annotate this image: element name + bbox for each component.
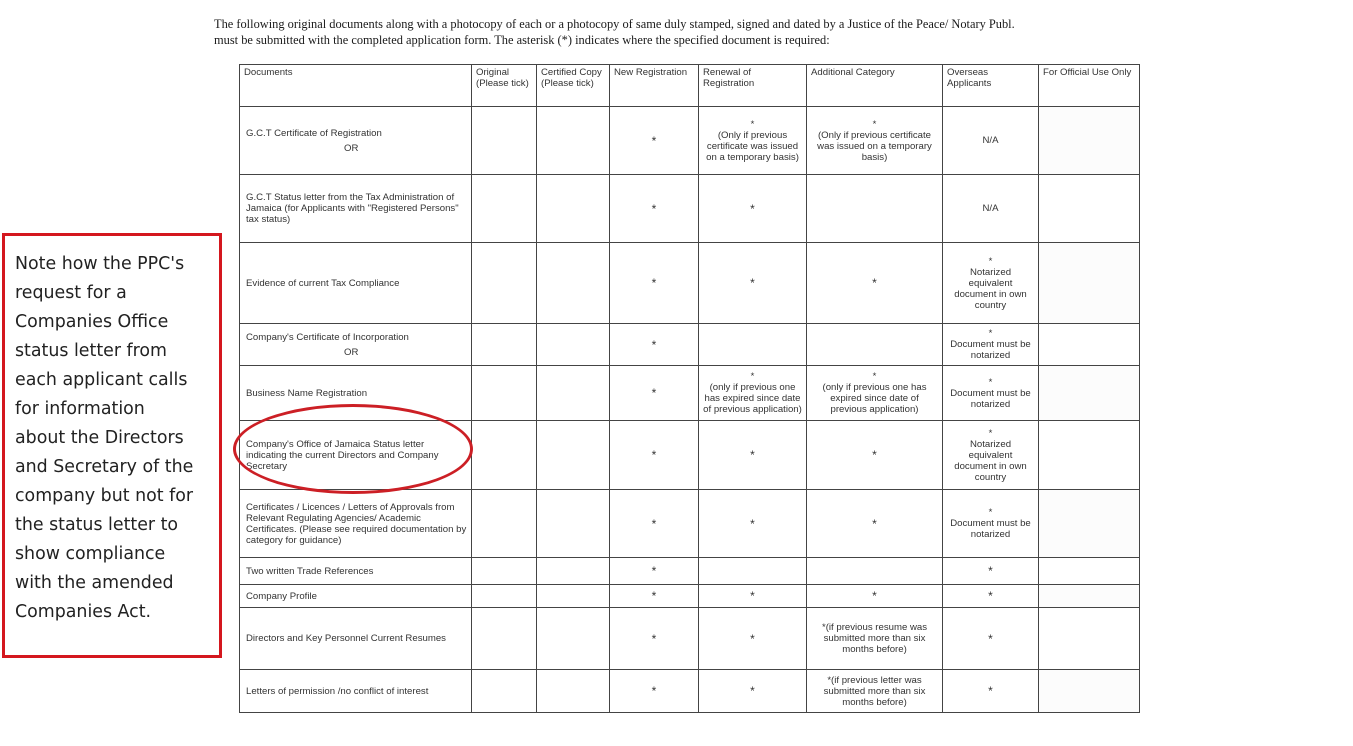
table-row: [240, 558, 1140, 585]
requirement-mark: *: [651, 337, 657, 352]
document-name: Company's Office of Jamaica Status letter indicating the current Directors and Company Secretary: [246, 438, 439, 472]
overseas-requirement: *: [988, 684, 993, 698]
original-tick-cell[interactable]: [472, 585, 537, 608]
overseas-requirement: * Document must be notarized: [950, 507, 1031, 540]
overseas-cell: [943, 670, 1039, 713]
certified-copy-tick-cell[interactable]: [537, 670, 610, 713]
table-row: [240, 107, 1140, 175]
header-additional-category: Additional Category: [807, 65, 943, 107]
requirement-mark: *: [872, 448, 877, 462]
document-name-cell: [240, 608, 472, 670]
renewal-cell: [699, 670, 807, 713]
requirement-mark: * (Only if previous certificate was issued on a temporary basis): [817, 118, 932, 163]
header-documents: Documents: [240, 65, 472, 107]
official-use-cell: [1039, 175, 1140, 243]
annotation-note-box: [2, 233, 222, 658]
document-name: G.C.T Status letter from the Tax Administration of Jamaica (for Applicants with "Registered Persons" tax status): [246, 192, 459, 225]
overseas-cell: [943, 243, 1039, 324]
original-tick-cell[interactable]: [472, 608, 537, 670]
official-use-cell: [1039, 421, 1140, 490]
overseas-requirement: N/A: [982, 203, 999, 214]
certified-copy-tick-cell[interactable]: [537, 324, 610, 366]
new-registration-cell: [610, 175, 699, 243]
or-separator: OR: [344, 142, 359, 154]
requirement-mark: *(if previous resume was submitted more than six months before): [821, 622, 928, 655]
renewal-cell: [699, 324, 807, 366]
overseas-requirement: *: [988, 564, 993, 578]
new-registration-cell: [610, 608, 699, 670]
original-tick-cell[interactable]: [472, 366, 537, 421]
document-name: Letters of permission /no conflict of interest: [246, 685, 429, 697]
additional-category-cell: [807, 243, 943, 324]
overseas-requirement: * Notarized equivalent document in own country: [954, 255, 1027, 311]
table-row: [240, 243, 1140, 324]
requirement-mark: *: [651, 276, 657, 290]
renewal-cell: [699, 608, 807, 670]
document-name: Evidence of current Tax Compliance: [246, 277, 400, 289]
additional-category-cell: [807, 608, 943, 670]
additional-category-cell: [807, 366, 943, 421]
certified-copy-tick-cell[interactable]: [537, 107, 610, 175]
document-name-cell: [240, 421, 472, 490]
document-name-cell: [240, 490, 472, 558]
renewal-cell: [699, 585, 807, 608]
new-registration-cell: [610, 107, 699, 175]
certified-copy-tick-cell[interactable]: [537, 175, 610, 243]
table-row: [240, 175, 1140, 243]
new-registration-cell: [610, 324, 699, 366]
new-registration-cell: [610, 670, 699, 713]
new-registration-cell: [610, 366, 699, 421]
renewal-cell: [699, 107, 807, 175]
new-registration-cell: [610, 585, 699, 608]
header-certified-copy: Certified Copy (Please tick): [537, 65, 610, 107]
additional-category-cell: [807, 324, 943, 366]
certified-copy-tick-cell[interactable]: [537, 366, 610, 421]
official-use-cell: [1039, 107, 1140, 175]
official-use-cell: [1039, 670, 1140, 713]
overseas-requirement: *: [988, 631, 993, 646]
requirement-mark: *: [750, 448, 755, 462]
header-official-use: For Official Use Only: [1039, 65, 1140, 107]
header-renewal: Renewal of Registration: [699, 65, 807, 107]
requirement-mark: * (Only if previous certificate was issued on a temporary basis): [706, 118, 799, 163]
requirement-mark: * (only if previous one has expired since date of previous application): [703, 371, 802, 415]
official-use-cell: [1039, 585, 1140, 608]
original-tick-cell[interactable]: [472, 324, 537, 366]
new-registration-cell: [610, 243, 699, 324]
requirement-mark: *: [872, 589, 877, 603]
requirement-mark: *: [651, 589, 657, 603]
certified-copy-tick-cell[interactable]: [537, 558, 610, 585]
certified-copy-tick-cell[interactable]: [537, 421, 610, 490]
original-tick-cell[interactable]: [472, 558, 537, 585]
renewal-cell: [699, 175, 807, 243]
document-name: Directors and Key Personnel Current Resumes: [246, 633, 446, 644]
overseas-cell: [943, 421, 1039, 490]
overseas-cell: [943, 107, 1039, 175]
required-documents-table: [239, 64, 1140, 713]
overseas-requirement: * Document must be notarized: [950, 328, 1031, 361]
overseas-cell: [943, 558, 1039, 585]
additional-category-cell: [807, 558, 943, 585]
overseas-cell: [943, 585, 1039, 608]
document-name-cell: [240, 366, 472, 421]
table-row: [240, 608, 1140, 670]
or-separator: OR: [344, 346, 359, 358]
document-name-cell: [240, 585, 472, 608]
document-name-cell: [240, 324, 472, 366]
document-name-cell: [240, 175, 472, 243]
document-name: Company's Certificate of Incorporation: [246, 331, 409, 343]
header-new-registration: New Registration: [610, 65, 699, 107]
original-tick-cell[interactable]: [472, 490, 537, 558]
additional-category-cell: [807, 670, 943, 713]
official-use-cell: [1039, 490, 1140, 558]
table-header-row: [240, 65, 1140, 107]
official-use-cell: [1039, 558, 1140, 585]
instructions-line-1: The following original documents along with a photocopy of each or a photocopy of same duly stamped, signed and dated by a Justice of the Peace/ Notary Publ.: [214, 17, 1015, 31]
overseas-requirement: * Notarized equivalent document in own country: [954, 427, 1027, 483]
renewal-cell: [699, 243, 807, 324]
requirement-mark: *: [651, 133, 657, 148]
overseas-cell: [943, 366, 1039, 421]
renewal-cell: [699, 366, 807, 421]
overseas-cell: [943, 175, 1039, 243]
original-tick-cell[interactable]: [472, 421, 537, 490]
requirement-mark: *: [872, 276, 877, 290]
document-name-cell: [240, 243, 472, 324]
official-use-cell: [1039, 608, 1140, 670]
requirement-mark: *: [750, 201, 755, 216]
official-use-cell: [1039, 366, 1140, 421]
requirement-mark: *: [651, 448, 657, 462]
annotation-note-text: Note how the PPC's request for a Companies Office status letter from each applicant calls for information about the Directors and Secretary of the company but not for the status letter to show compliance with the amended Companies Act.: [15, 254, 194, 622]
new-registration-cell: [610, 421, 699, 490]
original-tick-cell[interactable]: [472, 243, 537, 324]
overseas-requirement: N/A: [982, 135, 999, 146]
document-name-cell: [240, 107, 472, 175]
new-registration-cell: [610, 558, 699, 585]
original-tick-cell[interactable]: [472, 107, 537, 175]
requirement-mark: *: [651, 386, 657, 400]
overseas-cell: [943, 490, 1039, 558]
table-row: [240, 324, 1140, 366]
document-name: Two written Trade References: [246, 565, 374, 577]
requirement-mark: *: [750, 516, 755, 531]
overseas-requirement: * Document must be notarized: [950, 376, 1031, 410]
document-name: Certificates / Licences / Letters of Approvals from Relevant Regulating Agencies/ Academic Certificates. (Please see required documentation by category for guidance): [246, 501, 467, 546]
overseas-requirement: *: [988, 589, 993, 603]
requirement-mark: *: [651, 631, 657, 646]
additional-category-cell: [807, 490, 943, 558]
requirement-mark: *: [750, 684, 755, 698]
table-row: [240, 585, 1140, 608]
instructions-paragraph: [214, 16, 1214, 48]
requirement-mark: *(if previous letter was submitted more than six months before): [823, 674, 926, 708]
document-name: G.C.T Certificate of Registration: [246, 127, 382, 139]
document-name-cell: [240, 670, 472, 713]
document-name: Business Name Registration: [246, 387, 368, 399]
official-use-cell: [1039, 243, 1140, 324]
renewal-cell: [699, 558, 807, 585]
additional-category-cell: [807, 175, 943, 243]
requirement-mark: *: [750, 589, 755, 603]
document-name: Company Profile: [246, 590, 317, 602]
requirement-mark: *: [750, 631, 755, 646]
requirement-mark: *: [872, 516, 877, 531]
table-row: [240, 366, 1140, 421]
requirement-mark: *: [651, 201, 657, 216]
original-tick-cell[interactable]: [472, 670, 537, 713]
additional-category-cell: [807, 421, 943, 490]
requirement-mark: * (only if previous one has expired since date of previous application): [822, 371, 927, 415]
renewal-cell: [699, 490, 807, 558]
certified-copy-tick-cell[interactable]: [537, 490, 610, 558]
additional-category-cell: [807, 585, 943, 608]
certified-copy-tick-cell[interactable]: [537, 243, 610, 324]
document-name-cell: [240, 558, 472, 585]
requirement-mark: *: [651, 684, 657, 698]
renewal-cell: [699, 421, 807, 490]
certified-copy-tick-cell[interactable]: [537, 585, 610, 608]
table-row: [240, 421, 1140, 490]
requirement-mark: *: [651, 564, 657, 578]
table-row: [240, 490, 1140, 558]
overseas-cell: [943, 324, 1039, 366]
header-overseas-applicants: Overseas Applicants: [943, 65, 1039, 107]
requirement-mark: *: [651, 516, 657, 531]
overseas-cell: [943, 608, 1039, 670]
requirement-mark: *: [750, 276, 755, 290]
header-original: Original (Please tick): [472, 65, 537, 107]
new-registration-cell: [610, 490, 699, 558]
certified-copy-tick-cell[interactable]: [537, 608, 610, 670]
official-use-cell: [1039, 324, 1140, 366]
table-row: [240, 670, 1140, 713]
original-tick-cell[interactable]: [472, 175, 537, 243]
instructions-line-2: must be submitted with the completed application form. The asterisk (*) indicates where the specified document is required:: [214, 33, 830, 47]
additional-category-cell: [807, 107, 943, 175]
